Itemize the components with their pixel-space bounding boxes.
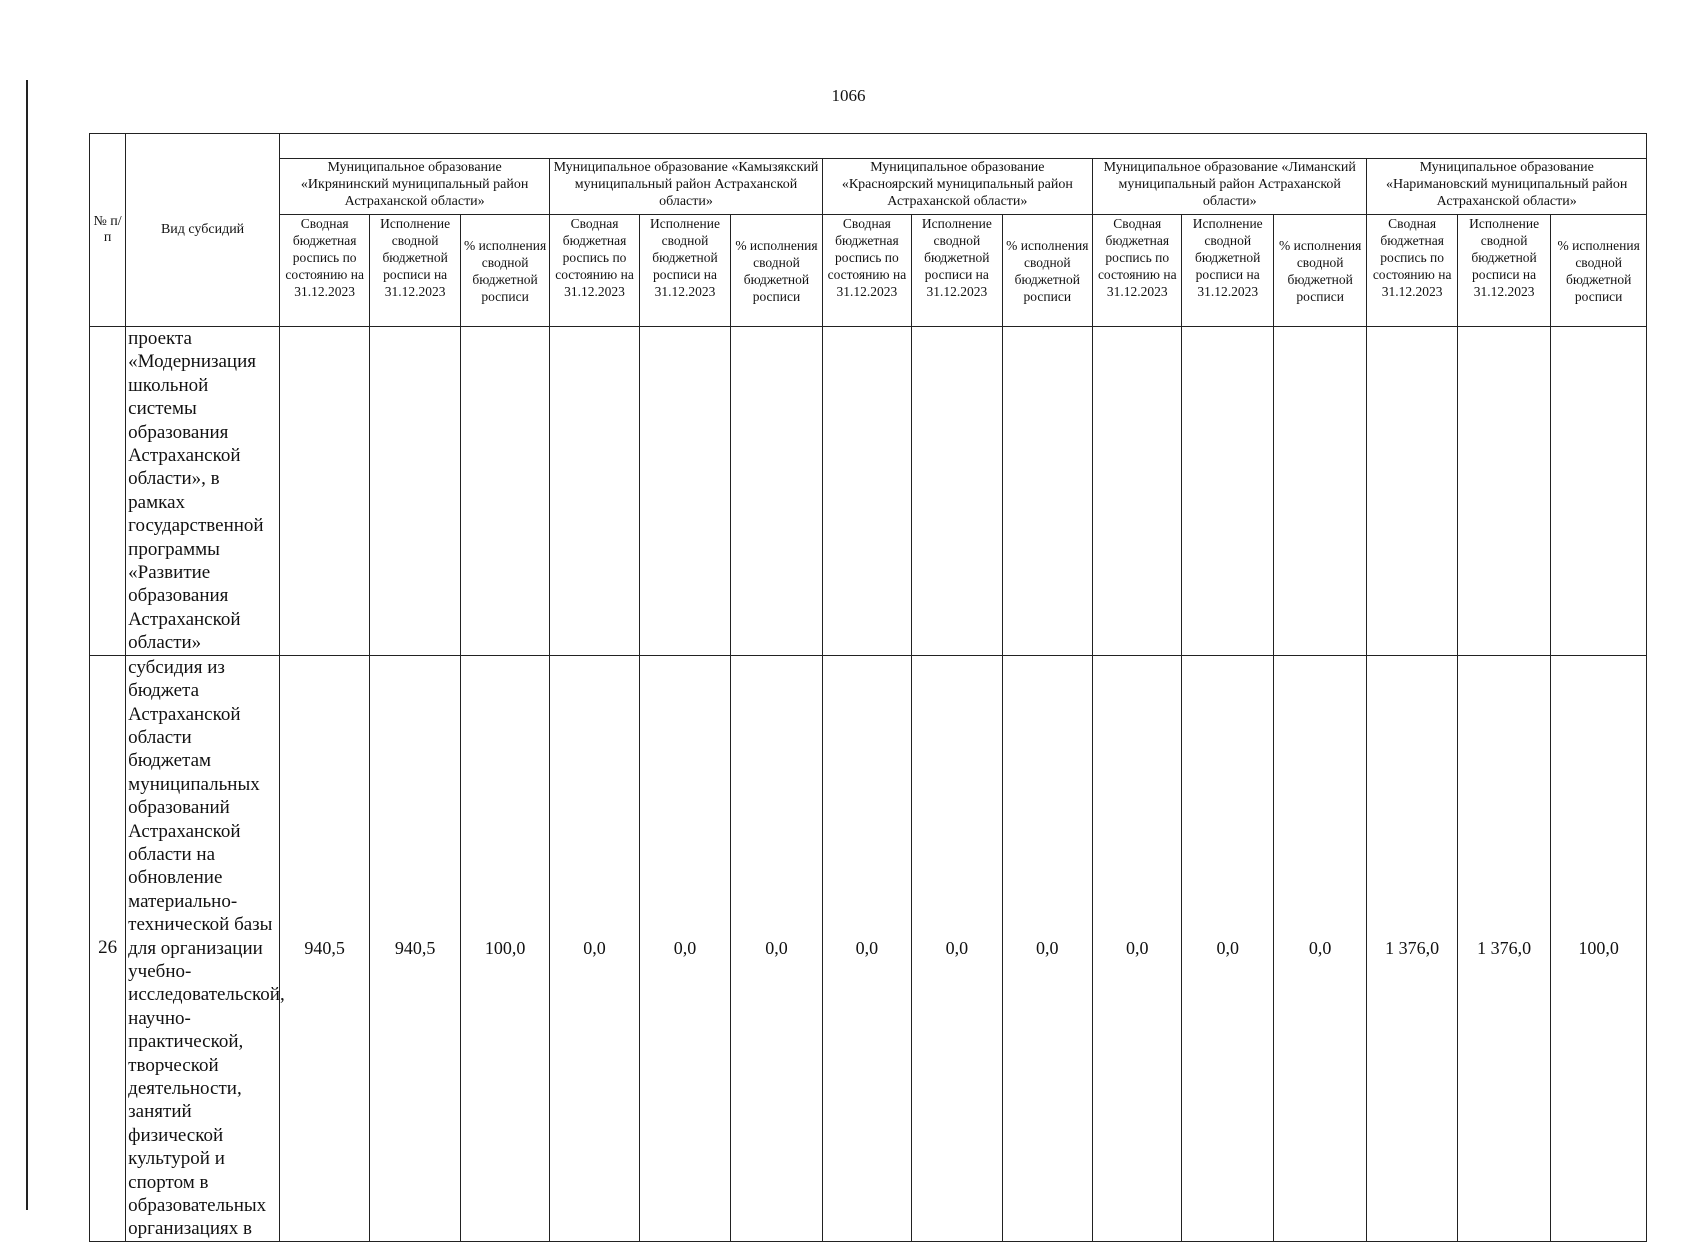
value-cell: 0,0 (550, 655, 639, 1241)
row-number: 26 (90, 655, 126, 1241)
value-cell (1551, 327, 1647, 656)
value-cell (550, 327, 639, 656)
table-row (90, 327, 1647, 656)
executed-header: Исполнение сводной бюджетной росписи на 31.12.2023 (1457, 215, 1550, 327)
value-cell (912, 327, 1002, 656)
value-cell (1457, 327, 1550, 656)
value-cell: 0,0 (1182, 655, 1273, 1241)
value-cell (639, 327, 730, 656)
municipality-header: Муниципальное образование «Камызякский муниципальный район Астраханской области» (550, 159, 822, 215)
value-cell: 0,0 (912, 655, 1002, 1241)
value-cell: 100,0 (1551, 655, 1647, 1241)
value-cell: 0,0 (822, 655, 911, 1241)
value-cell: 1 376,0 (1457, 655, 1550, 1241)
planned-header: Сводная бюджетная роспись по состоянию на 31.12.2023 (550, 215, 639, 327)
header-spacer (279, 134, 1646, 159)
value-cell: 0,0 (1093, 655, 1182, 1241)
executed-header: Исполнение сводной бюджетной росписи на 31.12.2023 (912, 215, 1002, 327)
value-cell: 0,0 (1273, 655, 1366, 1241)
value-cell (460, 327, 549, 656)
subsidy-description: проекта «Модернизация школьной системы образования Астраханской области», в рамках государственной программы «Развитие образования Астраханской области» (126, 327, 280, 656)
value-cell (822, 327, 911, 656)
value-cell (1273, 327, 1366, 656)
planned-header: Сводная бюджетная роспись по состоянию на 31.12.2023 (279, 215, 369, 327)
value-cell (731, 327, 822, 656)
executed-header: Исполнение сводной бюджетной росписи на 31.12.2023 (370, 215, 460, 327)
page-number: 1066 (831, 86, 866, 105)
num-header: № п/п (90, 134, 126, 327)
municipality-header: Муниципальное образование «Наримановский муниципальный район Астраханской области» (1367, 159, 1647, 215)
value-cell: 0,0 (639, 655, 730, 1241)
planned-header: Сводная бюджетная роспись по состоянию на 31.12.2023 (1093, 215, 1182, 327)
value-cell: 0,0 (731, 655, 822, 1241)
value-cell (1093, 327, 1182, 656)
municipality-header: Муниципальное образование «Лиманский муниципальный район Астраханской области» (1093, 159, 1367, 215)
value-cell (1367, 327, 1457, 656)
executed-header: Исполнение сводной бюджетной росписи на 31.12.2023 (1182, 215, 1273, 327)
binding-rule (26, 80, 28, 1210)
subsidy-description: субсидия из бюджета Астраханской области бюджетам муниципальных образований Астраханской области на обновление материально-технической базы для организации учебно-исследовательской, научно-практической, творческой деятельности, занятий физической культурой и спортом в образовательных организациях в (126, 655, 280, 1241)
planned-header: Сводная бюджетная роспись по состоянию на 31.12.2023 (1367, 215, 1457, 327)
value-cell (370, 327, 460, 656)
value-cell: 0,0 (1002, 655, 1092, 1241)
row-number (90, 327, 126, 656)
percent-header: % исполнения сводной бюджетной росписи (1551, 215, 1647, 327)
value-cell (279, 327, 369, 656)
value-cell (1182, 327, 1273, 656)
municipality-header: Муниципальное образование «Красноярский муниципальный район Астраханской области» (822, 159, 1092, 215)
planned-header: Сводная бюджетная роспись по состоянию на 31.12.2023 (822, 215, 911, 327)
percent-header: % исполнения сводной бюджетной росписи (1273, 215, 1366, 327)
value-cell: 940,5 (279, 655, 369, 1241)
table-row (90, 655, 1647, 1241)
percent-header: % исполнения сводной бюджетной росписи (731, 215, 822, 327)
subsidy-table (89, 133, 1647, 1242)
value-cell (1002, 327, 1092, 656)
percent-header: % исполнения сводной бюджетной росписи (1002, 215, 1092, 327)
value-cell: 1 376,0 (1367, 655, 1457, 1241)
municipality-header: Муниципальное образование «Икрянинский муниципальный район Астраханской области» (279, 159, 549, 215)
executed-header: Исполнение сводной бюджетной росписи на 31.12.2023 (639, 215, 730, 327)
value-cell: 940,5 (370, 655, 460, 1241)
value-cell: 100,0 (460, 655, 549, 1241)
percent-header: % исполнения сводной бюджетной росписи (460, 215, 549, 327)
kind-header: Вид субсидий (126, 134, 280, 327)
